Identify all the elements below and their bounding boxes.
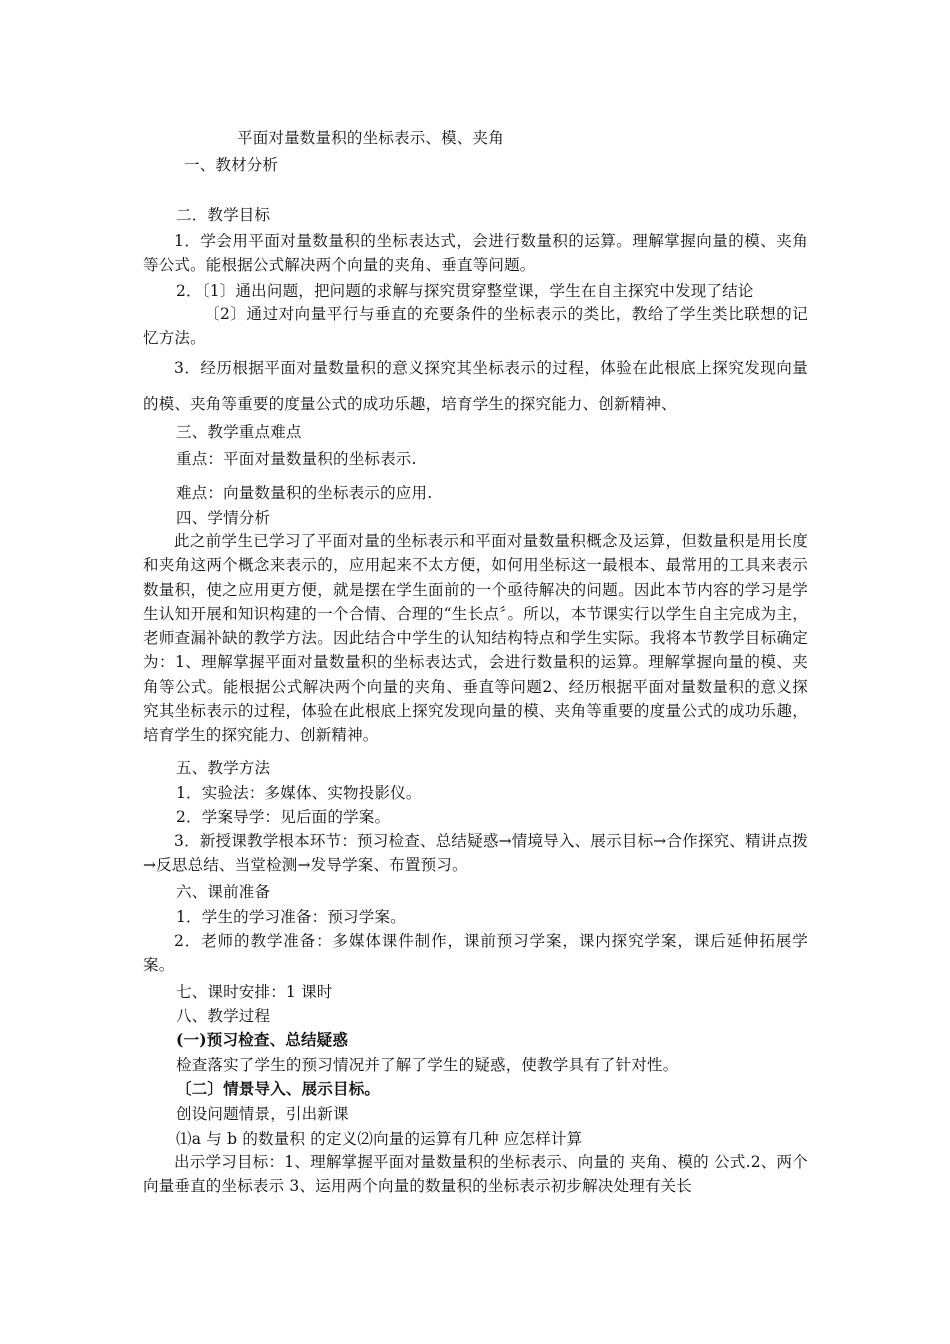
paragraph: 2．学案导学：见后面的学案。 — [176, 808, 391, 826]
section-heading: 一、教材分析 — [184, 156, 279, 174]
paragraph: 难点：向量数量积的坐标表示的应用. — [176, 484, 433, 502]
section-heading: 二．教学目标 — [176, 206, 271, 224]
section-heading: 八、教学过程 — [176, 1007, 271, 1025]
section-heading: 六、课前准备 — [176, 883, 271, 901]
section-heading: 三、教学重点难点 — [176, 423, 302, 441]
paragraph: ⑴a 与 b 的数量积 的定义⑵向量的运算有几种 应怎样计算 — [176, 1130, 583, 1148]
paragraph: 1．学生的学习准备：预习学案。 — [176, 908, 406, 926]
paragraph: 检查落实了学生的预习情况并了解了学生的疑惑，使教学具有了针对性。 — [176, 1056, 679, 1074]
paragraph: 此之前学生已学习了平面对量的坐标表示和平面对量数量积概念及运算，但数量积是用长度和夹角这两个概念来表示的，应用起来不太方便，如何用坐标这一最根本、最常用的工具来表示数量积，使之应用更方便，就是摆在学生面前的一个亟待解决的问题。因此本节内容的学习是学生认知开展和知识构建的一个合情、合理的“生长点〞。所以，本节课实行以学生自主完成为主，老师查漏补缺的教学方法。因此结合中学生的认知结构特点和学生实际。我将本节教学目标确定为：1、理解掌握平面对量数量积的坐标表达式，会进行数量积的运算。理解掌握向量的模、夹角等公式。能根据公式解决两个向量的夹角、垂直等问题2、经历根据平面对量数量积的意义探究其坐标表示的过程，体验在此根底上探究发现向量的模、夹角等重要的度量公式的成功乐趣，培育学生的探究能力、创新精神。 — [143, 532, 808, 745]
paragraph: 重点：平面对量数量积的坐标表示. — [176, 450, 417, 468]
section-heading: 五、教学方法 — [176, 759, 271, 777]
document-title: 平面对量数量积的坐标表示、模、夹角 — [237, 129, 504, 147]
paragraph: 2．老师的教学准备：多媒体课件制作，课前预习学案，课内探究学案，课后延伸拓展学案。 — [143, 932, 808, 975]
paragraph: 1．学会用平面对量数量积的坐标表达式，会进行数量积的运算。理解掌握向量的模、夹角等公式。能根据公式解决两个向量的夹角、垂直等问题。 — [143, 232, 808, 275]
paragraph: 出示学习目标：1、理解掌握平面对量数量积的坐标表示、向量的 夹角、模的 公式.2、两个向量垂直的坐标表示 3、运用两个向量的数量积的坐标表示初步解决处理有关长 — [143, 1153, 808, 1196]
section-heading: 四、学情分析 — [176, 509, 271, 527]
paragraph: 创设问题情景，引出新课 — [176, 1105, 349, 1123]
section-heading: 七、课时安排：1 课时 — [176, 983, 333, 1001]
paragraph: 〔2〕通过对向量平行与垂直的充要条件的坐标表示的类比，教给了学生类比联想的记忆方法。 — [143, 305, 808, 348]
paragraph: 3．经历根据平面对量数量积的意义探究其坐标表示的过程，体验在此根底上探究发现向量的模、夹角等重要的度量公式的成功乐趣，培育学生的探究能力、创新精神、 — [143, 359, 808, 413]
paragraph: 1．实验法：多媒体、实物投影仪。 — [176, 784, 422, 802]
subsection-heading: 〔二〕情景导入、展示目标。 — [176, 1079, 381, 1098]
paragraph: 2．〔1〕通出问题，把问题的求解与探究贯穿整堂课，学生在自主探究中发现了结论 — [176, 282, 754, 300]
paragraph: 3．新授课教学根本环节：预习检查、总结疑惑→情境导入、展示目标→合作探究、精讲点拨→反思总结、当堂检测→发导学案、布置预习。 — [143, 832, 808, 875]
subsection-heading: (一)预习检查、总结疑惑 — [176, 1030, 349, 1049]
